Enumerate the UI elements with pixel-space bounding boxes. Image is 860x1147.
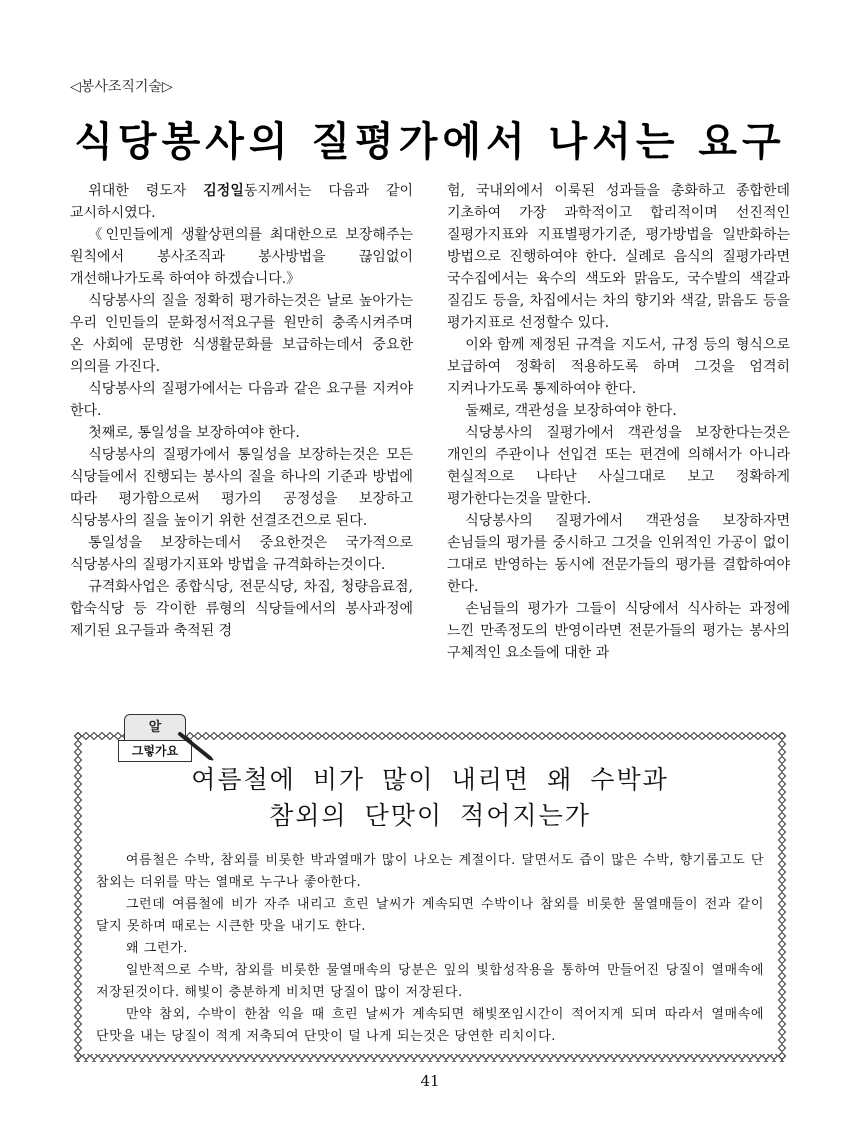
box-paragraph: 일반적으로 수박, 참외를 비롯한 물열매속의 당분은 잎의 빛합성작용을 통하여 만들어진 당질이 열매속에 저장된것이다. 해빛이 충분하게 비치면 당질이 많이 저장된다. [96, 963, 764, 1000]
paragraph: 식당봉사의 질평가에서는 다음과 같은 요구를 지켜야 한다. [70, 381, 413, 419]
intro-paragraph: 위대한 령도자 김정일동지께서는 다음과 같이 교시하시였다. [70, 183, 414, 221]
subheading-first: 첫째로, 통일성을 보장하여야 한다. [88, 425, 300, 441]
paragraph: 식당봉사의 질평가에서 객관성을 보장한다는것은 개인의 주관이나 선입견 또는 편견에 의해서가 아니라 현실적으로 나타난 사실그대로 보고 정확하게 평가한다는것을 말한다. [447, 425, 790, 507]
paragraph: 손님들의 평가가 그들이 식당에서 식사하는 과정에 느낀 만족정도의 반영이라면 전문가들의 평가는 봉사의 구체적인 요소들에 대한 과 [447, 601, 790, 661]
page-number: 41 [420, 1072, 440, 1090]
article-body [70, 180, 790, 705]
left-column [70, 180, 413, 705]
right-column [447, 180, 790, 705]
box-paragraph: 여름철은 수박, 참외를 비롯한 박과열매가 많이 나오는 계절이다. 달면서도 즙이 많은 수박, 향기롭고도 단 참외는 더위를 막는 열매로 누구나 좋아한다. [96, 853, 764, 890]
paragraph: 식당봉사의 질평가에서 통일성을 보장하는것은 모든 식당들에서 진행되는 봉사의 질을 하나의 기준과 방법에 따라 평가함으로써 평가의 공정성을 보장하고 식당봉사의 질을 높이기 위한 선결조건으로 된다. [70, 447, 413, 529]
leader-name: 김정일 [203, 183, 244, 199]
subheading-second: 둘째로, 객관성을 보장하여야 한다. [465, 403, 677, 419]
quote-paragraph: 《인민들에게 생활상편의를 최대한으로 보장해주는 원칙에서 봉사조직과 봉사방법을 끊임없이 개선해나가도록 하여야 하겠습니다.》 [70, 227, 413, 287]
paragraph: 규격화사업은 종합식당, 전문식당, 차집, 청량음료점, 합숙식당 등 각이한 류형의 식당들에서의 봉사과정에 제기된 요구들과 축적된 경 [70, 579, 413, 639]
paragraph: 통일성을 보장하는데서 중요한것은 국가적으로 식당봉사의 질평가지표와 방법을 규격화하는것이다. [70, 535, 413, 573]
box-title: 여름철에 비가 많이 내리면 왜 수박과 참외의 단맛이 적어지는가 [191, 765, 669, 830]
paragraph: 식당봉사의 질을 정확히 평가하는것은 날로 높아가는 우리 인민들의 문화정서적요구를 원만히 충족시켜주며 온 사회에 문명한 식생활문화를 보급하는데서 중요한 의의를 가진다. [70, 293, 413, 375]
badge-label: 그렇가요 [118, 740, 192, 762]
box-paragraph: 만약 참외, 수박이 한참 익을 때 흐린 날씨가 계속되면 해빛쪼임시간이 적어지게 되며 따라서 열매속에 단맛을 내는 당질이 적게 저축되여 단맛이 덜 나게 되는것은 당연한 리치이다. [96, 1007, 764, 1044]
paragraph: 이와 함께 제정된 규격을 지도서, 규정 등의 형식으로 보급하여 정확히 적용하도록 하며 그것을 엄격히 지켜나가도록 통제하여야 한다. [447, 337, 790, 397]
section-label: ◁봉사조직기술▷ [70, 79, 173, 95]
sidebar-box [74, 720, 786, 1062]
paragraph: 식당봉사의 질평가에서 객관성을 보장하자면 손님들의 평가를 중시하고 그것을 인위적인 가공이 없이 그대로 반영하는 동시에 전문가들의 평가를 결합하여야 한다. [447, 513, 790, 595]
paragraph-continued: 험, 국내외에서 이룩된 성과들을 총화하고 종합한데 기초하여 가장 과학적이고 합리적이며 선진적인 질평가지표와 지표별평가기준, 평가방법을 일반화하는 방법으로 진행하여야 한다. 실례로 음식의 질평가라면 국수집에서는 육수의 색도와 맑음도, 국수발의 색갈과 질김도 등을, 차집에서는 차의 향기와 색갈, 맑음도 등을 평가지표로 선정할수 있다. [447, 183, 790, 331]
article-title: 식당봉사의 질평가에서 나서는 요구 [74, 119, 786, 165]
badge-tab: 알 [124, 714, 186, 742]
box-body [96, 850, 764, 1048]
box-paragraph: 왜 그런가. [125, 941, 188, 956]
pen-icon [176, 728, 216, 762]
box-paragraph: 그런데 여름철에 비가 자주 내리고 흐린 날씨가 계속되면 수박이나 참외를 비롯한 물열매들이 전과 같이 달지 못하며 때로는 시큰한 맛을 내기도 한다. [96, 897, 764, 934]
badge [114, 714, 198, 768]
